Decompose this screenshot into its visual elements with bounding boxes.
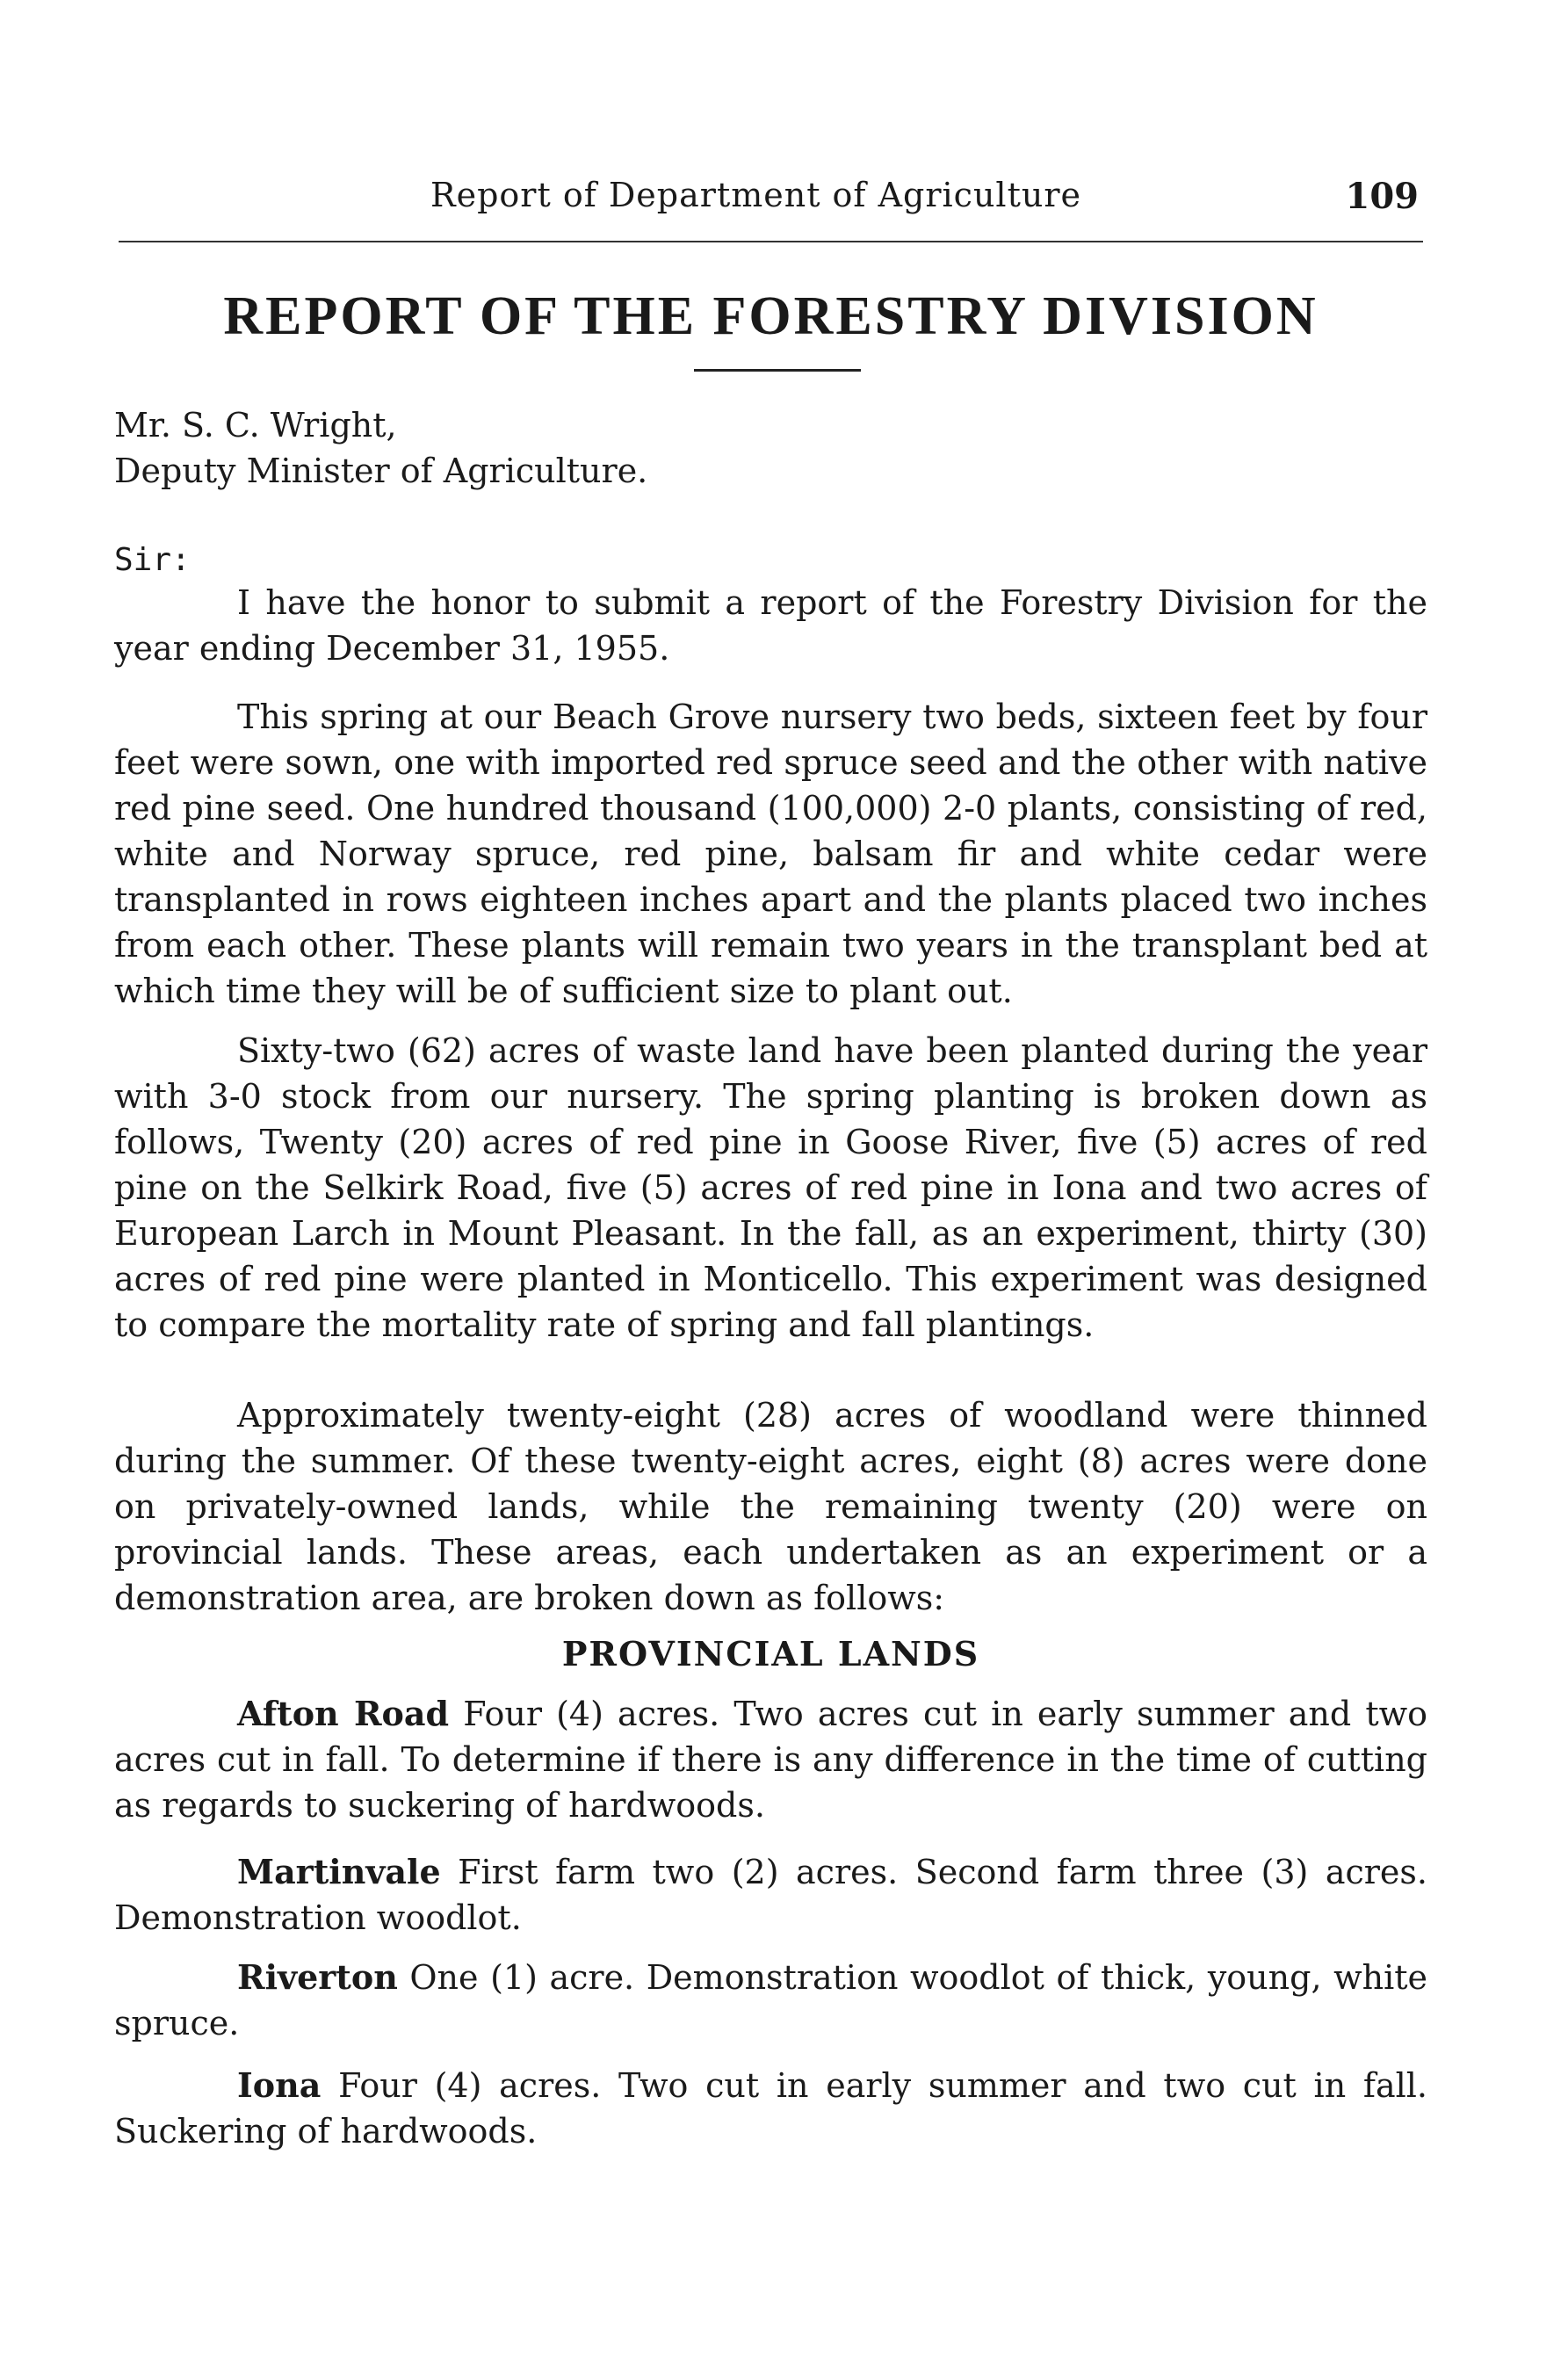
land-entry-place: Afton Road xyxy=(237,1694,450,1733)
land-entry-text: Four (4) acres. Two acres cut in early summer and two acres cut in fall. To determine if there is any difference in the time of cutting as regards to suckering of hardwoods. xyxy=(114,1695,1427,1825)
land-entry-text: First farm two (2) acres. Second farm three (3) acres. Demonstration woodlot. xyxy=(114,1853,1427,1937)
addressee-position: Deputy Minister of Agriculture. xyxy=(114,452,648,490)
paragraph-thinning xyxy=(114,1392,1427,1621)
land-entry-text: Four (4) acres. Two cut in early summer and two cut in fall. Suckering of hardwoods. xyxy=(114,2066,1427,2151)
paragraph-nursery xyxy=(114,694,1427,1014)
paragraph-text: Sixty-two (62) acres of waste land have been planted during the year with 3-0 stock from our nursery. The spring planting is broken down as follows, Twenty (20) acres of red pine in Goose River, five (5) acres of red pine on the Selkirk Road, five (5) acres of red pine in Iona and two acres of European Larch in Mount Pleasant. In the fall, as an experiment, thirty (30) acres of red pine were planted in Monticello. This experiment was designed to compare the mortality rate of spring and fall plantings. xyxy=(114,1031,1427,1344)
paragraph-text: This spring at our Beach Grove nursery two beds, sixteen feet by four feet were sown, one with imported red spruce seed and the other with native red pine seed. One hundred thousand (100,000) 2-0 plants, consisting of red, white and Norway spruce, red pine, balsam fir and white cedar were transplanted in rows eighteen inches apart and the plants placed two inches from each other. These plants will remain two years in the transplant bed at which time they will be of sufficient size to plant out. xyxy=(114,698,1427,1010)
page-number: 109 xyxy=(1345,176,1419,217)
land-entry-place: Riverton xyxy=(237,1957,398,1997)
land-entry-text: One (1) acre. Demonstration woodlot of thick, young, white spruce. xyxy=(114,1958,1427,2042)
land-entry-place: Martinvale xyxy=(237,1852,441,1891)
land-entry xyxy=(114,1691,1427,1828)
running-title: Report of Department of Agriculture xyxy=(430,176,1081,214)
report-title: REPORT OF THE FORESTRY DIVISION xyxy=(223,286,1319,346)
section-heading-provincial-lands: PROVINCIAL LANDS xyxy=(561,1634,980,1674)
addressee-block xyxy=(114,402,1427,494)
land-entry xyxy=(114,1849,1427,1941)
paragraph-text: Approximately twenty-eight (28) acres of woodland were thinned during the summer. Of these twenty-eight acres, eight (8) acres were done on privately-owned lands, while the remaining twenty (20) were on provincial lands. These areas, each undertaken as an experiment or a demonstration area, are broken down as follows: xyxy=(114,1396,1427,1617)
land-entry xyxy=(114,2063,1427,2154)
land-entry-place: Iona xyxy=(237,2065,322,2105)
paragraph-text: I have the honor to submit a report of the Forestry Division for the year ending December 31, 1955. xyxy=(114,583,1427,668)
paragraph-planting xyxy=(114,1028,1427,1348)
land-entry xyxy=(114,1955,1427,2046)
addressee-name: Mr. S. C. Wright, xyxy=(114,406,397,445)
paragraph-intro xyxy=(114,580,1427,671)
salutation: Sir: xyxy=(114,542,191,578)
header-rule xyxy=(119,241,1423,242)
title-rule xyxy=(694,369,861,372)
running-header xyxy=(114,176,1427,228)
